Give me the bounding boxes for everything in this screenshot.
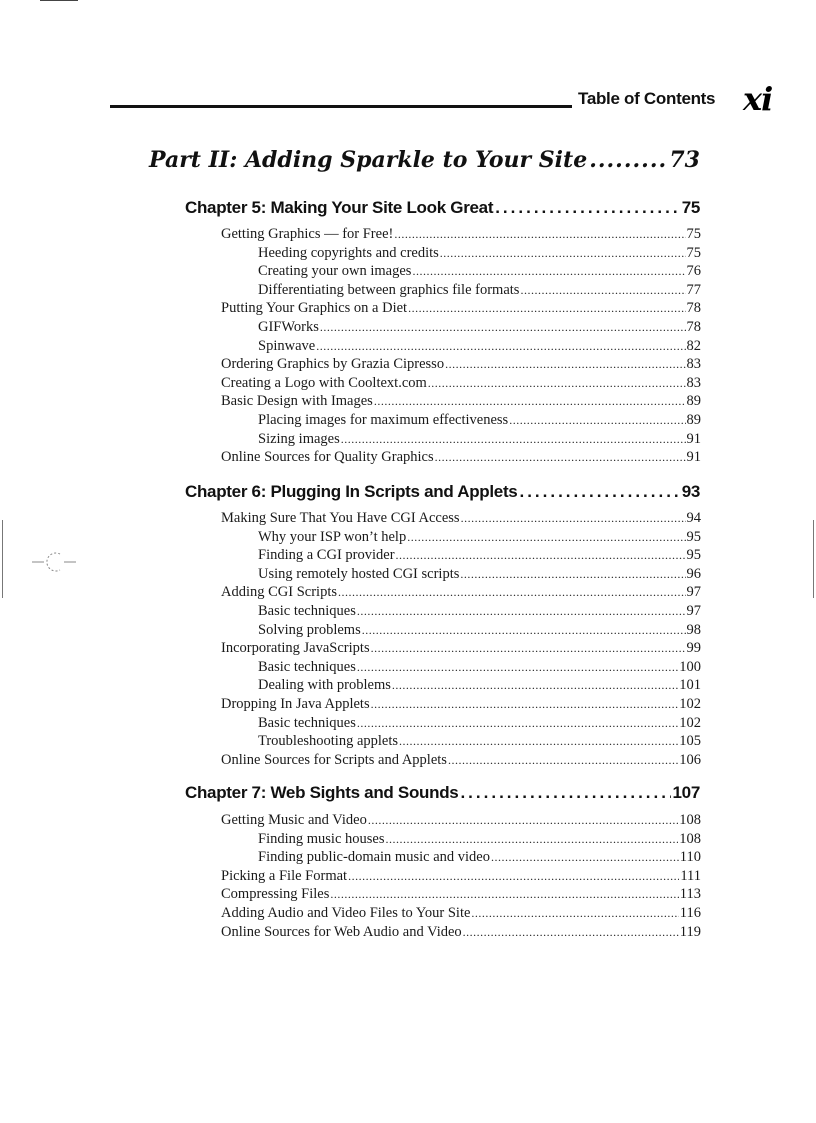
dot-leader (519, 482, 679, 502)
dot-leader (338, 585, 686, 600)
dot-leader (509, 413, 685, 428)
toc-entry (258, 677, 701, 696)
toc-entry-page: 89 (686, 393, 701, 410)
toc-entry-title: Solving problems (258, 621, 361, 638)
toc-entry-title: Dealing with problems (258, 677, 391, 694)
toc-entry-page: 116 (679, 905, 701, 921)
dot-leader (392, 678, 678, 693)
dot-leader (394, 227, 685, 242)
toc-entry (258, 245, 701, 264)
chapter-heading (185, 198, 700, 218)
header-rule (110, 105, 572, 108)
toc-entry-page: 105 (679, 733, 701, 750)
toc-entry (221, 886, 701, 905)
dot-leader (435, 450, 686, 465)
toc-entry (258, 319, 701, 338)
toc-entry (221, 584, 701, 603)
toc-entry (258, 338, 701, 357)
toc-entry (221, 696, 701, 715)
toc-entry-title: Placing images for maximum effectiveness (258, 412, 509, 428)
toc-entry-page: 78 (686, 300, 701, 317)
toc-entry (221, 226, 701, 245)
toc-entry-title: Making Sure That You Have CGI Access (221, 510, 460, 526)
toc-entry (258, 282, 701, 301)
dot-leader (495, 198, 679, 218)
toc-entry-page: 75 (686, 226, 701, 242)
chapter-title: Chapter 5: Making Your Site Look Great (185, 198, 494, 217)
toc-entry-title: Picking a File Format (221, 867, 348, 884)
toc-entry-page: 108 (679, 812, 701, 828)
toc-entry-title: Compressing Files (221, 886, 330, 903)
page-number: xi (743, 80, 773, 118)
dot-leader (357, 604, 686, 619)
toc-entry (258, 715, 701, 734)
toc-entry-page: 102 (679, 696, 701, 712)
toc-entry (258, 733, 701, 752)
chapter-page: 75 (681, 198, 700, 217)
toc-entry (258, 412, 701, 431)
dot-leader (445, 357, 685, 372)
toc-entry-title: Basic techniques (258, 658, 356, 675)
toc-entry-page: 91 (686, 449, 701, 466)
toc-entry-page: 89 (686, 412, 701, 428)
toc-entry-page: 96 (686, 565, 701, 582)
toc-entry-page: 100 (679, 658, 701, 675)
toc-entry (258, 547, 701, 566)
chapter-heading (185, 482, 700, 502)
toc-entry-page: 91 (686, 430, 701, 447)
dot-leader (471, 906, 678, 921)
toc-entry-title: Heeding copyrights and credits (258, 244, 439, 261)
toc-entry-page: 95 (686, 547, 701, 564)
toc-entry-title: Ordering Graphics by Grazia Cipresso (221, 356, 445, 373)
toc-entry-title: Putting Your Graphics on a Diet (221, 300, 408, 317)
registration-mark-icon (30, 551, 78, 573)
dot-leader (463, 925, 679, 940)
toc-entry-title: Dropping In Java Applets (221, 696, 370, 712)
part-page: 73 (669, 147, 700, 173)
toc-entry-title: Getting Graphics — for Free! (221, 226, 394, 242)
dot-leader (408, 301, 685, 316)
toc-entry-title: Incorporating JavaScripts (221, 640, 370, 657)
dot-leader (341, 432, 686, 447)
toc-entry (258, 622, 701, 641)
toc-entry-page: 101 (679, 677, 701, 694)
dot-leader (371, 697, 679, 712)
dot-leader (357, 716, 678, 731)
dot-leader (362, 623, 686, 638)
toc-entry (221, 905, 701, 924)
dot-leader (368, 813, 678, 828)
toc-entry-title: GIFWorks (258, 319, 319, 335)
toc-entry-page: 75 (686, 244, 701, 261)
toc-entry-page: 102 (679, 714, 701, 731)
dot-leader (407, 530, 685, 545)
toc-entry-page: 95 (686, 528, 701, 545)
toc-entry-page: 94 (686, 510, 701, 526)
toc-entry (258, 431, 701, 450)
toc-entry-title: Online Sources for Quality Graphics (221, 449, 434, 466)
toc-entry-page: 97 (686, 603, 701, 619)
dot-leader (399, 734, 678, 749)
toc-entry-title: Adding Audio and Video Files to Your Site (221, 905, 471, 921)
crop-mark-right (813, 520, 814, 598)
chapter-title: Chapter 6: Plugging In Scripts and Applets (185, 482, 518, 501)
toc-entry-title: Finding a CGI provider (258, 547, 395, 564)
dot-leader (357, 660, 678, 675)
dot-leader (460, 567, 685, 582)
dot-leader (316, 339, 685, 354)
toc-entry-page: 78 (686, 319, 701, 335)
chapter-title: Chapter 7: Web Sights and Sounds (185, 783, 459, 802)
toc-entry-title: Online Sources for Scripts and Applets (221, 751, 447, 768)
toc-entry-title: Troubleshooting applets (258, 733, 399, 750)
dot-leader (320, 320, 686, 335)
toc-entry-title: Finding music houses (258, 830, 385, 847)
dot-leader (374, 394, 686, 409)
toc-entry (221, 510, 701, 529)
toc-entry (221, 924, 701, 943)
dot-leader (412, 264, 685, 279)
toc-entry (221, 640, 701, 659)
toc-entry (258, 263, 701, 282)
toc-entry-page: 97 (686, 584, 701, 601)
part-heading (149, 147, 700, 173)
dot-leader (330, 887, 678, 902)
toc-entry (221, 812, 701, 831)
dot-leader (396, 548, 686, 563)
toc-entry-page: 106 (679, 751, 701, 768)
dot-leader (371, 641, 686, 656)
toc-entry-page: 83 (686, 356, 701, 373)
toc-entry-title: Getting Music and Video (221, 812, 367, 828)
toc-entry-page: 111 (680, 867, 701, 884)
toc-entry-title: Online Sources for Web Audio and Video (221, 923, 462, 940)
chapter-page: 107 (672, 783, 700, 802)
toc-entry-page: 82 (686, 337, 701, 354)
dot-leader (491, 850, 679, 865)
toc-entry-title: Basic techniques (258, 714, 356, 731)
toc-entry-title: Adding CGI Scripts (221, 584, 337, 601)
toc-entry-page: 99 (686, 640, 701, 657)
dot-leader (448, 753, 678, 768)
toc-entry-title: Creating a Logo with Cooltext.com (221, 374, 427, 391)
toc-entry-page: 76 (686, 263, 701, 280)
toc-entry-title: Spinwave (258, 337, 316, 354)
dot-leader (461, 511, 686, 526)
dot-leader (348, 869, 679, 884)
toc-entry-page: 110 (679, 849, 701, 866)
toc-entry (258, 529, 701, 548)
toc-entry (221, 752, 701, 771)
toc-entry-title: Creating your own images (258, 263, 412, 280)
toc-entry (258, 831, 701, 850)
toc-entry-title: Basic techniques (258, 603, 356, 619)
chapter-page: 93 (681, 482, 700, 501)
dot-leader (440, 246, 686, 261)
toc-entry-page: 119 (679, 923, 701, 940)
dot-leader (428, 376, 686, 391)
toc-entry (221, 449, 701, 468)
toc-entry (221, 300, 701, 319)
toc-entry (221, 393, 701, 412)
toc-entry-title: Sizing images (258, 430, 340, 447)
toc-entry (258, 849, 701, 868)
crop-mark-top (40, 0, 78, 1)
dot-leader (589, 147, 667, 173)
toc-entry-title: Differentiating between graphics file formats (258, 281, 520, 298)
toc-entry-title: Using remotely hosted CGI scripts (258, 565, 460, 582)
dot-leader (385, 832, 678, 847)
toc-entry (221, 356, 701, 375)
toc-entry-title: Finding public-domain music and video (258, 849, 490, 866)
crop-mark-left (2, 520, 3, 598)
toc-entry (221, 375, 701, 394)
toc-entry (258, 659, 701, 678)
running-header-title: Table of Contents (578, 89, 716, 108)
toc-entry-page: 98 (686, 621, 701, 638)
toc-entry-title: Why your ISP won’t help (258, 528, 407, 545)
chapter-heading (185, 783, 700, 803)
toc-entry (258, 566, 701, 585)
toc-entry-title: Basic Design with Images (221, 393, 373, 410)
toc-entry (221, 868, 701, 887)
part-title: Part II: Adding Sparkle to Your Site (149, 147, 588, 173)
toc-entry-page: 108 (679, 830, 701, 847)
toc-entry-page: 113 (679, 886, 701, 903)
toc-entry-page: 77 (686, 281, 701, 298)
toc-entry (258, 603, 701, 622)
toc-entry-page: 83 (686, 374, 701, 391)
dot-leader (460, 783, 670, 803)
dot-leader (520, 283, 685, 298)
